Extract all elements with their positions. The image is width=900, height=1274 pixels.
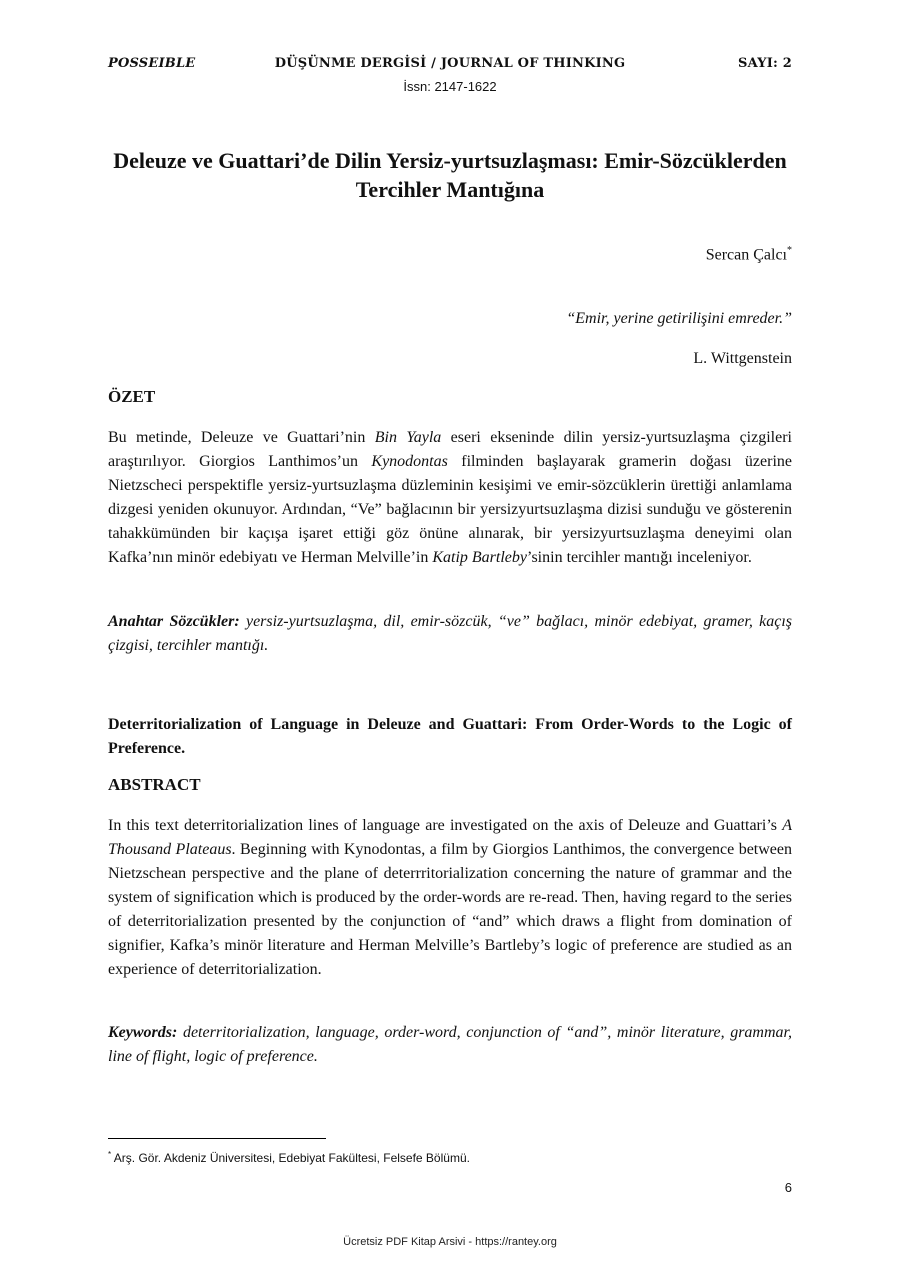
source-watermark: Ücretsiz PDF Kitap Arsivi - https://rantey.org xyxy=(343,1236,557,1248)
keywords-label: Keywords: xyxy=(108,1024,178,1041)
epigraph-source: L. Wittgenstein xyxy=(693,350,792,367)
footnote-text: Arş. Gör. Akdeniz Üniversitesi, Edebiyat Fakültesi, Felsefe Bölümü. xyxy=(111,1151,470,1165)
abstract-text: . Beginning with Kynodontas, a film by Giorgios Lanthimos, the convergence between Nietzschean perspective and the plane of deterrritorialization concerning the nature of grammar and the system of signification which is produced by the order-words are re-read. Then, having regard to the series of deterritorialization presented by the conjunction of “and” which draws a flight from domination of signifier, Kafka’s minör literature and Herman Melville’s Bartleby’s logic of preference are studied as an experience of deterritorialization. xyxy=(108,841,792,978)
abstract-book-title: A Thousand Plateaus xyxy=(108,817,792,858)
footnote xyxy=(108,1150,470,1165)
page-number: 6 xyxy=(784,1180,792,1195)
issue-number: SAYI: 2 xyxy=(738,56,792,71)
anahtar-sozcukler-list: yersiz-yurtsuzlaşma, dil, emir-sözcük, “ve” bağlacı, minör edebiyat, gramer, kaçış çizgisi, tercihler mantığı. xyxy=(108,613,792,654)
footnote-divider xyxy=(108,1138,326,1139)
abstract-text: In this text deterritorialization lines of language are investigated on the axis of Deleuze and Guattari’s xyxy=(108,817,783,834)
keywords xyxy=(108,1021,792,1069)
issn: İssn: 2147-1622 xyxy=(403,79,497,94)
ozet-text: ’sinin tercihler mantığı inceleniyor. xyxy=(527,549,752,566)
author-name: Sercan Çalcı xyxy=(705,246,787,264)
paper-title: Deleuze ve Guattari’de Dilin Yersiz-yurtsuzlaşması: Emir-Sözcüklerden Tercihler Mantığına xyxy=(113,148,787,202)
ozet-film-title: Kynodontas xyxy=(371,453,448,470)
keywords-list: deterritorialization, language, order-word, conjunction of “and”, minör literature, grammar, line of flight, logic of preference. xyxy=(108,1024,792,1065)
anahtar-sozcukler-label: Anahtar Sözcükler: xyxy=(108,613,240,630)
ozet-text: eseri ekseninde dilin yersiz-yurtsuzlaşma çizgileri araştırılıyor. Giorgios Lanthimos’un xyxy=(108,429,792,470)
ozet-story-title: Katip Bartleby xyxy=(432,549,527,566)
author-footnote-mark[interactable]: * xyxy=(787,245,792,256)
ozet-text: filminden başlayarak gramerin doğası üzerine Nietzscheci perspektifle yersiz-yurtsuzlaşma düzleminin kesişimi ve emir-sözcüklerin ürettiği anlamlama dizgesi yeniden okunuyor. Ardından, “Ve” bağlacının bir yersizyurtsuzlaşma dizisi sunduğu ve gösterenin tahakkümünden bir kaçışa işaret ettiği göz önüne alınarak, bir yersizyurtsuzlaşma deneyimi olan Kafka’nın minör edebiyatı ve Herman Melville’in xyxy=(108,453,793,566)
english-title: Deterritorialization of Language in Deleuze and Guattari: From Order-Words to the Logic of Preference. xyxy=(108,716,792,757)
journal-name-center: DÜŞÜNME DERGİSİ / JOURNAL OF THINKING xyxy=(274,56,626,71)
epigraph-quote: “Emir, yerine getirilişini emreder.” xyxy=(566,310,792,327)
footnote-mark: * xyxy=(108,1150,112,1159)
ozet-heading: ÖZET xyxy=(108,387,156,406)
ozet-book-title: Bin Yayla xyxy=(374,429,442,446)
ozet-text: Bu metinde, Deleuze ve Guattari’nin xyxy=(108,429,375,446)
journal-name-left: POSSEIBLE xyxy=(108,56,196,71)
ozet-paragraph xyxy=(108,426,792,570)
anahtar-sozcukler xyxy=(108,610,792,658)
abstract-heading: ABSTRACT xyxy=(108,775,201,794)
abstract-paragraph xyxy=(108,814,792,982)
author xyxy=(706,245,792,264)
